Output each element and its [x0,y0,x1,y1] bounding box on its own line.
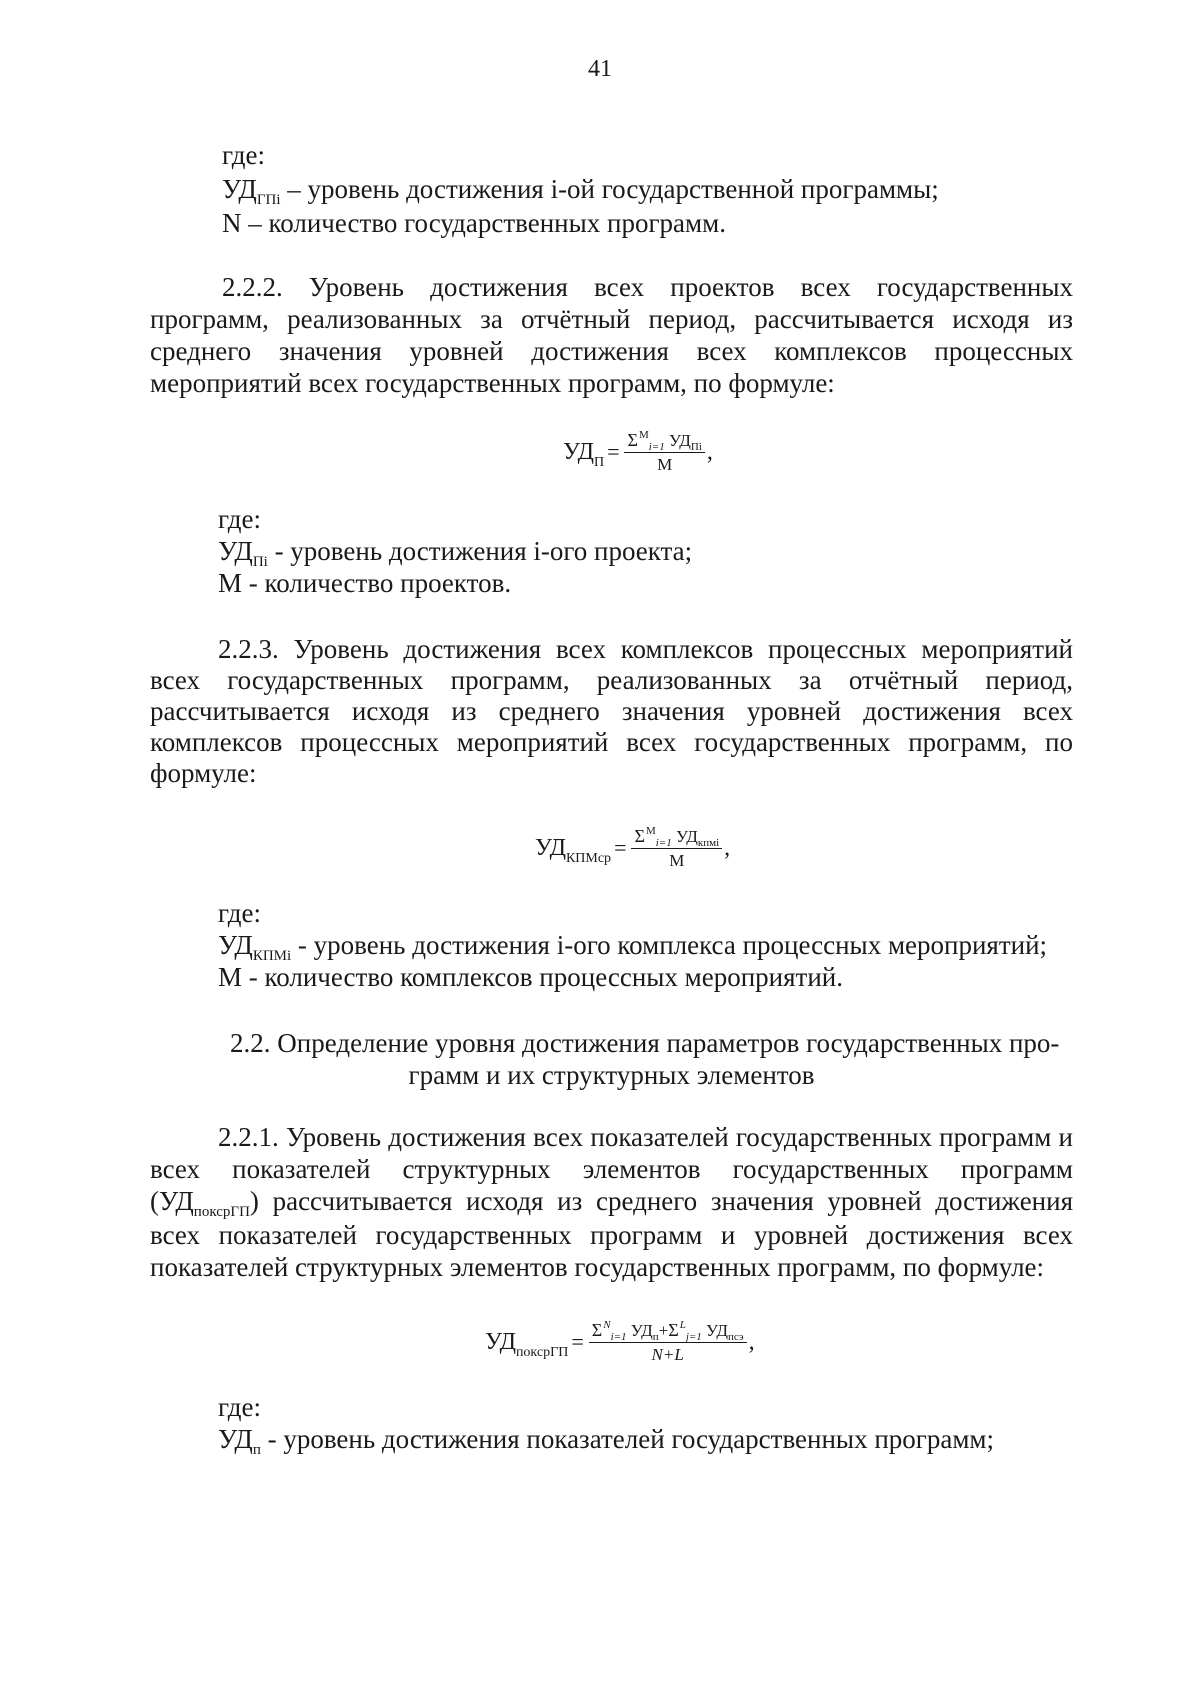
sum-term: УД [701,1320,728,1340]
formula-comma: , [724,834,731,861]
paragraph-line: 2.2.3. Уровень достижения всех комплексов процессных мероприятий [218,634,1073,664]
formula-symbol: УД [485,1328,516,1355]
term-subscript: Пi [690,440,702,453]
paragraph-line: рассчитывается исходя из среднего значения уровней достижения всех [150,696,1073,726]
sum-upper: L [679,1318,686,1331]
paragraph-line: 2.2.1. Уровень достижения всех показателей государственных программ и [218,1122,1073,1152]
sum-upper: N [603,1318,611,1331]
symbol: УД [218,930,253,960]
fraction [624,430,704,475]
text-fragment: (УД [150,1186,194,1216]
equals-sign: = [571,1329,584,1354]
sum-lower: i=1 [648,440,665,453]
symbol-subscript: КПМi [252,948,292,964]
formula [485,1310,755,1374]
fraction [631,826,722,871]
sum-sign: Σ [591,1319,603,1340]
fraction [589,1320,747,1365]
symbol: УД [218,1424,253,1454]
fraction-denominator: M [657,454,673,474]
paragraph-line: среднего значения уровней достижения всех комплексов процессных [150,336,1073,366]
formula-comma: , [748,1328,755,1355]
paragraph-line: программ, реализованных за отчётный период, рассчитывается исходя из [150,304,1073,334]
symbol-subscript: ГПi [256,192,281,208]
fraction-denominator: M [669,850,685,870]
page-number: 41 [588,56,612,82]
formula-comma: , [706,438,713,465]
equals-sign: = [614,835,627,860]
where-label: где: [218,1392,261,1422]
definition-line: N – количество государственных программ. [222,208,726,238]
definition-line [218,534,692,568]
sum-term: УД [626,1320,653,1340]
term-subscript: п [652,1330,659,1343]
where-label: где: [222,140,265,170]
sum-sign: Σ [627,429,638,450]
sum-term: УД [664,430,691,450]
definition-text: - уровень достижения i-ого проекта; [267,536,693,566]
definition-line [222,172,939,206]
equals-sign: = [607,439,620,464]
paragraph-line: 2.2.2. Уровень достижения всех проектов всех государственных [222,272,1073,302]
formula-subscript: поксрГП [515,1344,569,1360]
paragraph-line: формуле: [150,758,257,788]
definition-text: - уровень достижения i-ого комплекса процессных мероприятий; [291,930,1048,960]
definition-line [218,928,1047,962]
formula-symbol: УД [563,438,594,465]
paragraph-line: всех показателей государственных программ и уровней достижения всех [150,1220,1073,1250]
definition-line [218,1422,994,1456]
formula-lhs [563,438,605,470]
where-label: где: [218,898,261,928]
formula-subscript: КПМср [565,850,612,866]
sum-sign: Σ [634,825,645,846]
paragraph-line: комплексов процессных мероприятий всех государственных программ, по [150,727,1073,757]
term-subscript: псэ [727,1330,744,1343]
formula [535,818,730,878]
sum-upper: M [638,428,649,441]
definition-text: – уровень достижения i-ой государственной программы; [280,174,939,204]
paragraph-line: показателей структурных элементов государственных программ, по формуле: [150,1252,1045,1282]
paragraph-line: мероприятий всех государственных программ, по формуле: [150,368,835,398]
fraction-numerator [624,430,704,453]
section-heading-line: 2.2. Определение уровня достижения параметров государственных про- [230,1028,1060,1058]
paragraph-line: всех государственных программ, реализованных за отчётный период, [150,665,1073,695]
text-fragment: ) рассчитывается исходя из среднего значения уровней достижения [249,1186,1073,1216]
symbol: УД [218,536,253,566]
sum-sign: Σ [668,1319,679,1340]
sum-upper: M [645,824,656,837]
section-heading-line: грамм и их структурных элементов [408,1060,815,1090]
formula-subscript: П [593,454,605,470]
symbol-subscript: Пi [252,554,268,570]
formula-symbol: УД [535,834,566,861]
formula-lhs [535,834,612,866]
sum-lower: i=1 [655,836,672,849]
definition-line: М - количество проектов. [218,568,512,598]
plus-sign: + [658,1320,669,1340]
sum-term: УД [671,826,698,846]
formula [563,422,713,482]
formula-lhs [485,1328,569,1360]
fraction-numerator [589,1320,747,1343]
paragraph-line [150,1184,1073,1218]
sum-lower: i=1 [610,1330,627,1343]
symbol-subscript: поксрГП [193,1204,250,1220]
paragraph-line: всех показателей структурных элементов государственных программ [150,1154,1073,1184]
fraction-numerator [631,826,722,849]
definition-line: М - количество комплексов процессных мероприятий. [218,962,843,992]
definition-text: - уровень достижения показателей государственных программ; [260,1424,994,1454]
fraction-denominator: N+L [651,1344,684,1364]
where-label: где: [218,504,261,534]
sum-lower: j=1 [685,1330,702,1343]
term-subscript: кпмi [697,836,720,849]
symbol: УД [222,174,257,204]
symbol-subscript: п [252,1442,261,1458]
